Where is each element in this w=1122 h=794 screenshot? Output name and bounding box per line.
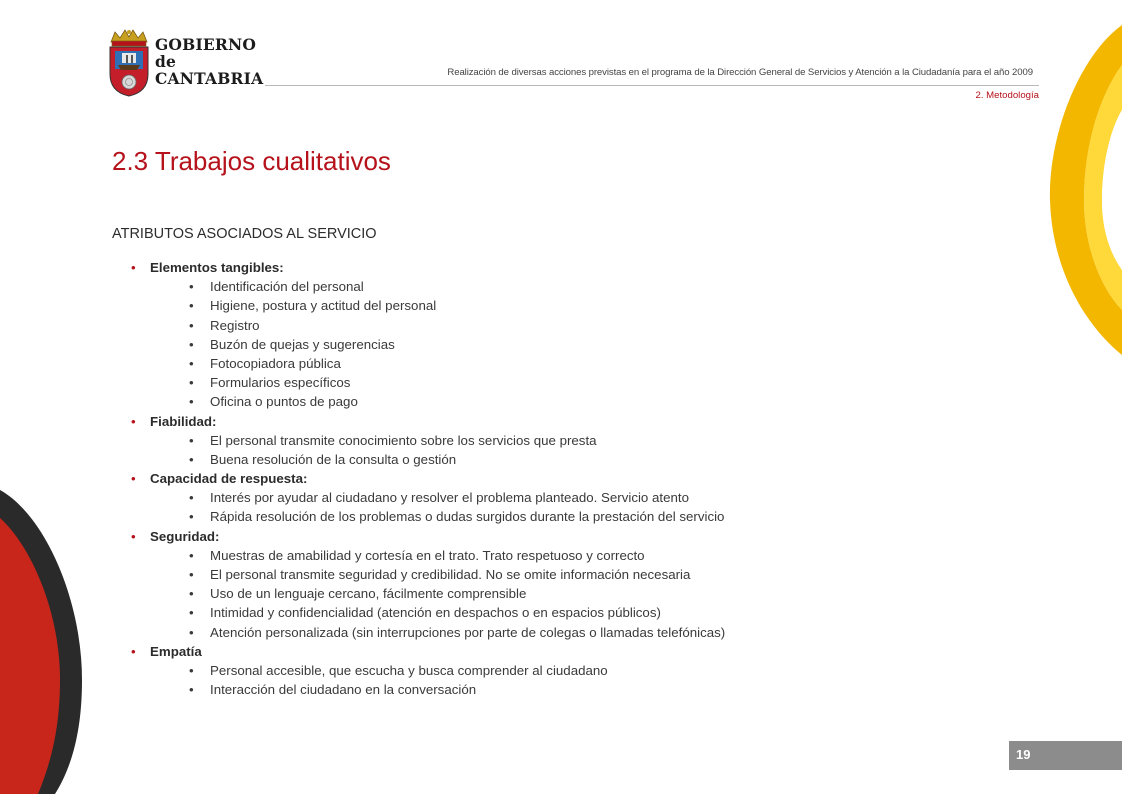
coat-of-arms-icon xyxy=(106,28,152,98)
list-item: • Formularios específicos xyxy=(131,373,991,392)
logo-line-3: CANTABRIA xyxy=(155,69,264,88)
attributes-list xyxy=(131,258,991,699)
list-item: • Intimidad y confidencialidad (atención en despachos o en espacios públicos) xyxy=(131,603,991,622)
section-label: 2. Metodología xyxy=(975,90,1039,101)
logo-line-1: GOBIERNO xyxy=(155,35,257,54)
list-item: • Interés por ayudar al ciudadano y resolver el problema planteado. Servicio atento xyxy=(131,488,991,507)
page-title: 2.3 Trabajos cualitativos xyxy=(112,146,391,176)
list-item: • Personal accesible, que escucha y busca comprender al ciudadano xyxy=(131,661,991,680)
list-item: • Atención personalizada (sin interrupciones por parte de colegas o llamadas telefónicas) xyxy=(131,623,991,642)
category-title: • Fiabilidad: xyxy=(131,412,991,431)
page-number: 19 xyxy=(1016,747,1031,762)
section-subtitle: ATRIBUTOS ASOCIADOS AL SERVICIO xyxy=(112,226,377,242)
list-item: • Rápida resolución de los problemas o dudas surgidos durante la prestación del servicio xyxy=(131,507,991,526)
list-item: • Registro xyxy=(131,316,991,335)
list-item: • Oficina o puntos de pago xyxy=(131,392,991,411)
list-item: • Higiene, postura y actitud del personal xyxy=(131,296,991,315)
list-item: • El personal transmite conocimiento sobre los servicios que presta xyxy=(131,431,991,450)
document-header-title: Realización de diversas acciones previstas en el programa de la Dirección General de Servicios y Atención a la Ciudadanía para el año 2009 xyxy=(447,67,1033,78)
category-title: • Capacidad de respuesta: xyxy=(131,469,991,488)
red-black-arc-decoration xyxy=(0,490,90,794)
list-item: • Interacción del ciudadano en la conversación xyxy=(131,680,991,699)
list-item: • Muestras de amabilidad y cortesía en el trato. Trato respetuoso y correcto xyxy=(131,546,991,565)
header-divider xyxy=(265,85,1039,86)
category-title: • Elementos tangibles: xyxy=(131,258,991,277)
list-item: • Fotocopiadora pública xyxy=(131,354,991,373)
category-title: • Empatía xyxy=(131,642,991,661)
yellow-arc-decoration xyxy=(1040,25,1122,355)
list-item: • El personal transmite seguridad y credibilidad. No se omite información necesaria xyxy=(131,565,991,584)
list-item: • Identificación del personal xyxy=(131,277,991,296)
logo-wordmark xyxy=(155,36,263,87)
logo-line-2: de xyxy=(155,52,177,71)
list-item: • Buzón de quejas y sugerencias xyxy=(131,335,991,354)
list-item: • Buena resolución de la consulta o gestión xyxy=(131,450,991,469)
list-item: • Uso de un lenguaje cercano, fácilmente comprensible xyxy=(131,584,991,603)
category-title: • Seguridad: xyxy=(131,527,991,546)
